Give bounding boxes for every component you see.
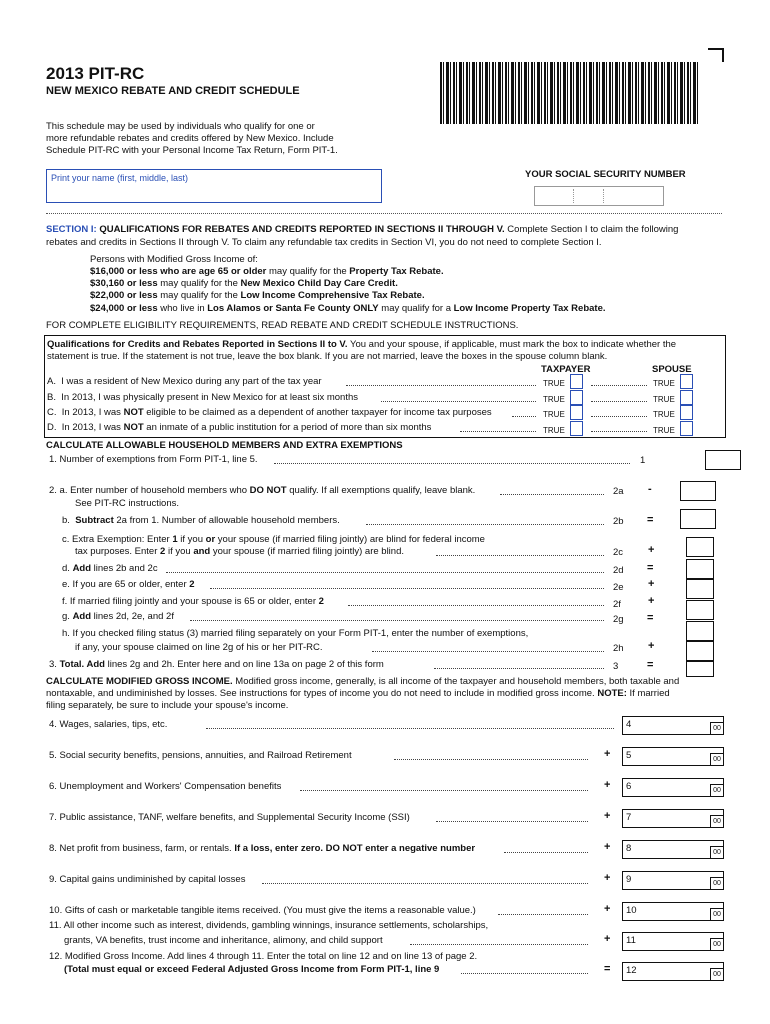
- plus-sign: +: [648, 578, 655, 590]
- leader-dots: [500, 485, 604, 495]
- income-line-12-box[interactable]: [622, 962, 724, 981]
- barcode: [440, 62, 698, 124]
- limit-text: may qualify for the: [157, 290, 241, 301]
- income-line-7-text: 7. Public assistance, TANF, welfare benefits, and Supplemental Security Income (SSI): [49, 812, 410, 823]
- line-2h-number: 2h: [613, 643, 624, 654]
- leader-dots: [591, 392, 647, 402]
- line-bold: Add: [72, 563, 92, 574]
- minus-sign: -: [648, 483, 652, 495]
- question-text: In 2013, I was physically present in New Mexico for at least six months: [61, 392, 359, 403]
- ssn-label: YOUR SOCIAL SECURITY NUMBER: [525, 169, 686, 180]
- leader-dots: [591, 407, 647, 417]
- line-text: qualify. If all exemptions qualify, leave blank.: [286, 485, 476, 496]
- income-line-8-box[interactable]: [622, 840, 724, 859]
- cents-field: 00: [710, 722, 723, 734]
- income-line-5-text: 5. Social security benefits, pensions, annuities, and Railroad Retirement: [49, 750, 352, 761]
- income-line-6-text: 6. Unemployment and Workers' Compensation benefits: [49, 781, 282, 792]
- line-2a-number: 2a: [613, 486, 624, 497]
- line-2e-text: [62, 579, 195, 591]
- true-label: TRUE: [543, 395, 565, 404]
- line-2g-number: 2g: [613, 614, 624, 625]
- income-line-11-text-2: grants, VA benefits, trust income and inheritance, alimony, and child support: [64, 935, 383, 946]
- line-text: if you: [165, 546, 194, 557]
- section-divider: [46, 213, 722, 214]
- leader-dots: [190, 611, 604, 621]
- income-heading-title: CALCULATE MODIFIED GROSS INCOME.: [46, 676, 233, 687]
- cents-field: 00: [710, 846, 723, 858]
- ssn-field[interactable]: [534, 186, 664, 206]
- income-line-6-box[interactable]: [622, 778, 724, 797]
- equals-sign: =: [647, 514, 654, 526]
- income-line-4-text: 4. Wages, salaries, tips, etc.: [49, 719, 168, 730]
- line-text: lines 2b and 2c: [91, 563, 158, 574]
- plus-sign: +: [604, 841, 611, 853]
- plus-sign: +: [604, 810, 611, 822]
- limit-text: may qualify for a: [378, 303, 454, 314]
- line-bold: 1: [172, 534, 178, 545]
- leader-dots: [381, 392, 536, 402]
- line-bold: 2: [318, 596, 324, 607]
- income-line-number: 10: [626, 905, 637, 916]
- corner-mark: [708, 48, 724, 62]
- section1-title-rest: Complete Section I to claim the following: [504, 224, 679, 235]
- limit-amount: $22,000 or less: [90, 290, 158, 301]
- question-text: In 2013, I was: [61, 407, 124, 418]
- leader-dots: [461, 964, 588, 974]
- limit-line: [90, 266, 444, 278]
- line-2b-text: b. Subtract 2a from 1. Number of allowable household members.: [62, 515, 340, 526]
- income-line2: [46, 688, 670, 700]
- line-2b-number: 2b: [613, 516, 624, 527]
- plus-sign: +: [604, 872, 611, 884]
- income-line-number: 9: [626, 874, 632, 885]
- income-line-12-text-1: 12. Modified Gross Income. Add lines 4 through 11. Enter the total on line 12 and on line 13 of page 2.: [49, 951, 478, 962]
- question-text: In 2013, I was: [61, 422, 124, 433]
- section1-title: QUALIFICATIONS FOR REBATES AND CREDITS REPORTED IN SECTIONS II THROUGH V.: [99, 224, 505, 235]
- line-text: e. If you are 65 or older, enter: [62, 579, 190, 590]
- line-text: 3.: [49, 659, 60, 670]
- true-label: TRUE: [543, 426, 565, 435]
- limit-credit: Los Alamos or Santa Fe County ONLY: [207, 303, 379, 314]
- question-c: [47, 407, 492, 419]
- line-bold: Subtract: [75, 515, 114, 526]
- spouse-checkbox-d[interactable]: [680, 421, 693, 436]
- question-d: [47, 422, 431, 434]
- line-2a-text: [49, 485, 475, 497]
- income-line3: filing separately, be sure to include your spouse's income.: [46, 700, 289, 711]
- leader-dots: [348, 596, 604, 606]
- line-2h-text-1: h. If you checked filing status (3) married filing separately on your Form PIT-1, enter the number of exemptions,: [62, 628, 529, 639]
- question-bold: NOT: [123, 407, 144, 418]
- leader-dots: [274, 454, 630, 464]
- leader-dots: [206, 719, 614, 729]
- income-heading: [46, 676, 679, 688]
- question-bold: NOT: [123, 422, 144, 433]
- eligibility-instructions: FOR COMPLETE ELIGIBILITY REQUIREMENTS, READ REBATE AND CREDIT SCHEDULE INSTRUCTIONS.: [46, 320, 519, 331]
- section1-heading: [46, 224, 678, 236]
- line-bold: Total. Add: [59, 659, 105, 670]
- income-line-number: 7: [626, 812, 632, 823]
- question-letter: A.: [47, 376, 56, 387]
- true-label: TRUE: [653, 395, 675, 404]
- line-3-box[interactable]: [686, 661, 714, 677]
- form-title: 2013 PIT-RC: [46, 64, 145, 83]
- leader-dots: [300, 781, 588, 791]
- section1-line2: rebates and credits in Sections II through V. To claim any refundable tax credits in Section VI, you do not need to complete Section I.: [46, 237, 602, 248]
- income-line-number: 12: [626, 965, 637, 976]
- ssn-separator: [573, 189, 574, 203]
- leader-dots: [394, 750, 588, 760]
- income-line-number: 6: [626, 781, 632, 792]
- income-heading-rest: Modified gross income, generally, is all income of the taxpayer and household members, both taxable and: [232, 676, 680, 687]
- taxpayer-checkbox-c[interactable]: [570, 405, 583, 420]
- line-text: 8. Net profit from business, farm, or rentals.: [49, 843, 235, 854]
- plus-sign: +: [604, 748, 611, 760]
- line-text: if you: [177, 534, 206, 545]
- line-text: 2. a. Enter number of household members who: [49, 485, 250, 496]
- income-line-10-box[interactable]: [622, 902, 724, 921]
- ssn-separator: [603, 189, 604, 203]
- true-label: TRUE: [543, 410, 565, 419]
- income-line-7-box[interactable]: [622, 809, 724, 828]
- income-line-number: 5: [626, 750, 632, 761]
- income-note: NOTE:: [597, 688, 627, 699]
- spouse-checkbox-c[interactable]: [680, 405, 693, 420]
- income-line-number: 8: [626, 843, 632, 854]
- qualifications-title: Qualifications for Credits and Rebates Reported in Sections II to V.: [47, 339, 348, 350]
- line-1-text: 1. Number of exemptions from Form PIT-1, line 5.: [49, 454, 258, 465]
- income-text: If married: [626, 688, 670, 699]
- line-2c-box[interactable]: [686, 537, 714, 557]
- line-text: 2a from 1. Number of allowable household members.: [113, 515, 340, 526]
- limit-line: [90, 290, 425, 302]
- line-2h-box[interactable]: [686, 641, 714, 661]
- plus-sign: +: [648, 544, 655, 556]
- limit-line: [90, 303, 606, 315]
- limit-credit: Low Income Property Tax Rebate.: [453, 303, 606, 314]
- qualifications-rest: You and your spouse, if applicable, must mark the box to indicate whether the: [347, 339, 677, 350]
- line-2f-box[interactable]: [686, 600, 714, 620]
- line-2d-number: 2d: [613, 565, 624, 576]
- taxpayer-checkbox-b[interactable]: [570, 390, 583, 405]
- question-letter: C.: [47, 407, 57, 418]
- leader-dots: [346, 376, 536, 386]
- line-bold: If a loss, enter zero. DO NOT enter a negative number: [234, 843, 476, 854]
- limit-text: may qualify for the: [157, 278, 241, 289]
- intro-line-2: more refundable rebates and credits offered by New Mexico. Include: [46, 133, 334, 144]
- line-2f-number: 2f: [613, 599, 621, 610]
- line-text: tax purposes. Enter: [75, 546, 161, 557]
- cents-field: 00: [710, 968, 723, 980]
- line-2e-box[interactable]: [686, 579, 714, 599]
- section1-label: SECTION I:: [46, 224, 97, 235]
- cents-field: 00: [710, 784, 723, 796]
- plus-sign: +: [604, 779, 611, 791]
- limit-credit: Low Income Comprehensive Tax Rebate.: [240, 290, 425, 301]
- question-text: an inmate of a public institution for a period of more than six months: [143, 422, 432, 433]
- leader-dots: [366, 515, 604, 525]
- persons-label: Persons with Modified Gross Income of:: [90, 254, 258, 265]
- cents-field: 00: [710, 938, 723, 950]
- limit-credit: Property Tax Rebate.: [349, 266, 444, 277]
- cents-field: 00: [710, 815, 723, 827]
- leader-dots: [504, 843, 588, 853]
- line-2a-sub: See PIT-RC instructions.: [75, 498, 180, 509]
- income-line-4-box[interactable]: [622, 716, 724, 735]
- income-line-12-text-2: (Total must equal or exceed Federal Adjusted Gross Income from Form PIT-1, line 9: [64, 964, 440, 975]
- spouse-checkbox-b[interactable]: [680, 390, 693, 405]
- leader-dots: [436, 546, 604, 556]
- question-text: eligible to be claimed as a dependent of another taxpayer for income tax purposes: [143, 407, 492, 418]
- line-2d-text: [62, 563, 158, 575]
- line-bold: DO NOT: [249, 485, 287, 496]
- equals-sign: =: [604, 963, 611, 975]
- income-line-11-text-1: 11. All other income such as interest, dividends, gambling winnings, insurance settlements, scholarships,: [49, 920, 489, 931]
- taxpayer-checkbox-a[interactable]: [570, 374, 583, 389]
- leader-dots: [460, 422, 536, 432]
- income-line-number: 4: [626, 719, 632, 730]
- income-line-9-box[interactable]: [622, 871, 724, 890]
- question-letter: D.: [47, 422, 57, 433]
- income-line-number: 11: [626, 935, 636, 946]
- leader-dots: [591, 422, 647, 432]
- plus-sign: +: [604, 903, 611, 915]
- form-subtitle: NEW MEXICO REBATE AND CREDIT SCHEDULE: [46, 85, 300, 97]
- leader-dots: [262, 874, 588, 884]
- leader-dots: [434, 659, 604, 669]
- name-placeholder: Print your name (first, middle, last): [51, 173, 189, 183]
- line-3-text: [49, 659, 384, 671]
- intro-line-1: This schedule may be used by individuals who qualify for one or: [46, 121, 315, 132]
- limit-text: may qualify for the: [266, 266, 350, 277]
- line-text: lines 2d, 2e, and 2f: [91, 611, 174, 622]
- income-line-9-text: 9. Capital gains undiminished by capital losses: [49, 874, 246, 885]
- limit-amount: $30,160 or less: [90, 278, 158, 289]
- qualifications-line2: statement is true. If the statement is not true, leave the box blank. If you are not married, leave the boxes in the spouse column blank.: [47, 351, 608, 362]
- taxpayer-checkbox-d[interactable]: [570, 421, 583, 436]
- true-label: TRUE: [653, 410, 675, 419]
- line-text: c. Extra Exemption: Enter: [62, 534, 173, 545]
- line-text: f. If married filing jointly and your spouse is 65 or older, enter: [62, 596, 319, 607]
- line-2c-text-2: [75, 546, 404, 558]
- line-bold: 2: [160, 546, 166, 557]
- line-2d-box[interactable]: [686, 559, 714, 579]
- leader-dots: [210, 579, 604, 589]
- question-a: [47, 376, 322, 388]
- income-text: nontaxable, and undiminished by losses. See instructions for types of income you do not need to include in modified gross income.: [46, 688, 598, 699]
- cents-field: 00: [710, 908, 723, 920]
- col-taxpayer: TAXPAYER: [541, 364, 591, 375]
- cents-field: 00: [710, 877, 723, 889]
- leader-dots: [372, 642, 604, 652]
- line-2b-box[interactable]: [680, 509, 716, 529]
- leader-dots: [436, 812, 588, 822]
- limit-amount: $24,000 or less: [90, 303, 158, 314]
- leader-dots: [166, 563, 604, 573]
- line-2a-box[interactable]: [680, 481, 716, 501]
- line-2h-text-2: if any, your spouse claimed on line 2g of his or her PIT-RC.: [75, 642, 323, 653]
- limit-credit: New Mexico Child Day Care Credit.: [240, 278, 398, 289]
- leader-dots: [591, 376, 647, 386]
- line-2g-text: [62, 611, 174, 623]
- income-line-11-box[interactable]: [622, 932, 724, 951]
- equals-sign: =: [647, 612, 654, 624]
- plus-sign: +: [604, 933, 611, 945]
- line-bold: Add: [72, 611, 92, 622]
- line-2g-box[interactable]: [686, 621, 714, 641]
- limit-line: [90, 278, 398, 290]
- line-text: d.: [62, 563, 73, 574]
- true-label: TRUE: [653, 426, 675, 435]
- question-text: I was a resident of New Mexico during any part of the tax year: [61, 376, 322, 387]
- spouse-checkbox-a[interactable]: [680, 374, 693, 389]
- cents-field: 00: [710, 753, 723, 765]
- income-line-8-text: [49, 843, 475, 855]
- plus-sign: +: [648, 640, 655, 652]
- line-2f-text: [62, 596, 324, 608]
- line-text: your spouse (if married filing jointly) are blind.: [210, 546, 404, 557]
- line-2e-number: 2e: [613, 582, 624, 593]
- line-1-box[interactable]: [705, 450, 741, 470]
- line-text: lines 2g and 2h. Enter here and on line 13a on page 2 of this form: [104, 659, 384, 670]
- true-label: TRUE: [543, 379, 565, 388]
- line-2c-number: 2c: [613, 547, 624, 558]
- name-field[interactable]: [46, 169, 382, 203]
- income-line-10-text: 10. Gifts of cash or marketable tangible items received. (You must give the items a reasonable value.): [49, 905, 476, 916]
- leader-dots: [512, 407, 536, 417]
- leader-dots: [498, 905, 588, 915]
- limit-amount: $16,000 or less who are age 65 or older: [90, 266, 267, 277]
- line-bold: or: [205, 534, 216, 545]
- intro-line-3: Schedule PIT-RC with your Personal Income Tax Return, Form PIT-1.: [46, 145, 338, 156]
- equals-sign: =: [647, 659, 654, 671]
- line-bold: and: [193, 546, 211, 557]
- equals-sign: =: [647, 562, 654, 574]
- true-label: TRUE: [653, 379, 675, 388]
- question-b: [47, 392, 358, 404]
- col-spouse: SPOUSE: [652, 364, 692, 375]
- income-line-5-box[interactable]: [622, 747, 724, 766]
- line-3-number: 3: [613, 661, 619, 672]
- household-heading: CALCULATE ALLOWABLE HOUSEHOLD MEMBERS AND EXTRA EXEMPTIONS: [46, 440, 403, 451]
- limit-text: who live in: [157, 303, 208, 314]
- line-1-number: 1: [640, 455, 646, 466]
- line-2c-text: [62, 534, 485, 546]
- question-letter: B.: [47, 392, 56, 403]
- line-text: your spouse (if married filing jointly) are blind for federal income: [215, 534, 485, 545]
- line-bold: 2: [189, 579, 195, 590]
- plus-sign: +: [648, 595, 655, 607]
- line-text: g.: [62, 611, 73, 622]
- leader-dots: [410, 935, 588, 945]
- qualifications-line1: [47, 339, 676, 351]
